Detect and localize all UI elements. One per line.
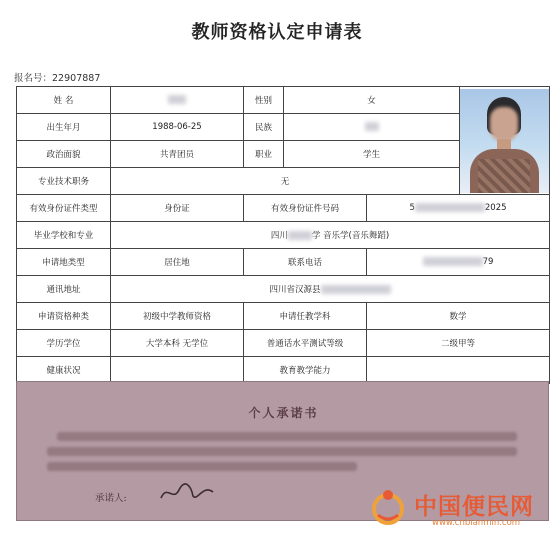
edu-label: 学历学位 bbox=[17, 330, 111, 357]
political-label: 政治面貌 bbox=[17, 141, 111, 168]
school-value: 四川 学 音乐学(音乐舞蹈) bbox=[111, 222, 550, 249]
promise-text-line bbox=[47, 447, 517, 456]
name-label: 姓 名 bbox=[17, 87, 111, 114]
redacted-school bbox=[288, 231, 312, 240]
promise-text-line bbox=[57, 432, 517, 441]
id-type-label: 有效身份证件类型 bbox=[17, 195, 111, 222]
title-value: 无 bbox=[111, 168, 460, 195]
ethnic-label: 民族 bbox=[244, 114, 284, 141]
phone-label: 联系电话 bbox=[244, 249, 367, 276]
political-value: 共青团员 bbox=[111, 141, 244, 168]
table-row bbox=[17, 330, 550, 357]
qual-value: 初级中学教师资格 bbox=[111, 303, 244, 330]
registration-label: 报名号： bbox=[14, 73, 53, 84]
title-label: 专业技术职务 bbox=[17, 168, 111, 195]
address-label: 通讯地址 bbox=[17, 276, 111, 303]
table-row bbox=[17, 303, 550, 330]
redacted-name bbox=[168, 95, 186, 104]
promise-text-line bbox=[47, 462, 357, 471]
address-value: 四川省汉源县 bbox=[111, 276, 550, 303]
edu-value: 大学本科 无学位 bbox=[111, 330, 244, 357]
birth-label: 出生年月 bbox=[17, 114, 111, 141]
registration-value: 22907887 bbox=[52, 73, 101, 84]
apply-type-value: 居住地 bbox=[111, 249, 244, 276]
school-label: 毕业学校和专业 bbox=[17, 222, 111, 249]
redacted-phone bbox=[423, 257, 483, 266]
id-number-label: 有效身份证件号码 bbox=[244, 195, 367, 222]
table-row bbox=[17, 87, 550, 114]
redacted-id-number bbox=[415, 203, 485, 212]
birth-value: 1988-06-25 bbox=[111, 114, 244, 141]
watermark-url: www.cnbianmin.com bbox=[432, 518, 521, 528]
ethnic-value bbox=[284, 114, 460, 141]
apply-type-label: 申请地类型 bbox=[17, 249, 111, 276]
teaching-label: 教育教学能力 bbox=[244, 357, 367, 384]
watermark-brand: 中国便民网 bbox=[414, 494, 534, 520]
table-row bbox=[17, 276, 550, 303]
redacted-ethnic bbox=[365, 122, 379, 131]
watermark bbox=[368, 484, 554, 537]
id-number-value: 5 2025 bbox=[367, 195, 550, 222]
signer-label: 承诺人: bbox=[95, 493, 127, 504]
qual-label: 申请资格种类 bbox=[17, 303, 111, 330]
redacted-address bbox=[321, 285, 391, 294]
gender-label: 性别 bbox=[244, 87, 284, 114]
promise-title: 个人承诺书 bbox=[248, 406, 319, 420]
job-label: 职业 bbox=[244, 141, 284, 168]
phone-value: 79 bbox=[367, 249, 550, 276]
brand-logo-icon bbox=[368, 487, 408, 527]
applicant-photo bbox=[460, 89, 549, 193]
registration-number bbox=[14, 70, 100, 84]
id-type-value: 身份证 bbox=[111, 195, 244, 222]
gender-value: 女 bbox=[284, 87, 460, 114]
mandarin-label: 普通话水平测试等级 bbox=[244, 330, 367, 357]
mandarin-value: 二级甲等 bbox=[367, 330, 550, 357]
health-value bbox=[111, 357, 244, 384]
subject-value: 数学 bbox=[367, 303, 550, 330]
handwritten-signature bbox=[157, 480, 217, 504]
subject-label: 申请任教学科 bbox=[244, 303, 367, 330]
application-form-table bbox=[16, 86, 550, 384]
table-row bbox=[17, 357, 550, 384]
table-row bbox=[17, 222, 550, 249]
name-value bbox=[111, 87, 244, 114]
table-row bbox=[17, 249, 550, 276]
table-row bbox=[17, 195, 550, 222]
form-title: 教师资格认定申请表 bbox=[191, 22, 363, 43]
health-label: 健康状况 bbox=[17, 357, 111, 384]
teaching-value bbox=[367, 357, 550, 384]
job-value: 学生 bbox=[284, 141, 460, 168]
applicant-photo-cell bbox=[460, 87, 550, 195]
